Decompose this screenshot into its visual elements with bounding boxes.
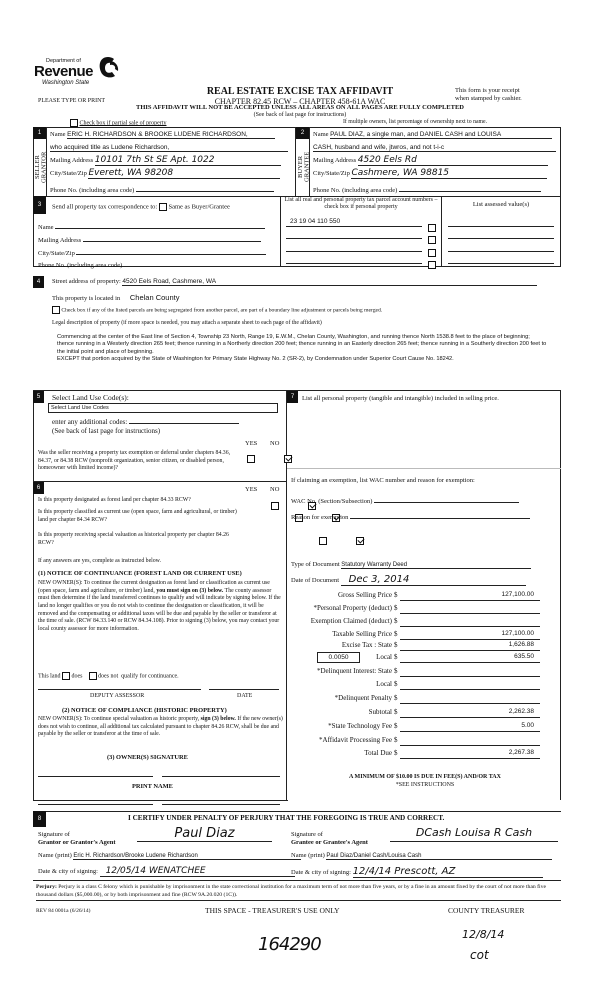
notice-1-title: (1) NOTICE OF CONTINUANCE (FOREST LAND OR CURRENT USE) [38,570,242,577]
perjury-notice: Perjury: Perjury is a class C felony which is punishable by imprisonment in the state correctional institution for a maximum term of not more than five years, or by a fine in an amount fixed by the court of not more than five thousand dollars ($5,000.00), or by both imprisonment and fine (RCW 9A.20.020 (1C)). [36,884,561,901]
grantor-sig-label: Signature of Grantor or Grantor's Agent [38,831,116,846]
receipt-note-1: This form is your receipt [455,87,520,94]
delinquent-interest-local-field[interactable] [400,680,540,690]
handwritten-treasurer-date: 12/8/14 [462,928,505,941]
taxable-selling-price-row: Taxable Selling Price $ 127,100.00 [290,630,550,641]
personal-property-deduct-field[interactable] [400,604,540,614]
delinquent-interest-state-row: *Delinquent Interest: State $ [290,667,550,678]
see-instructions-note: *SEE INSTRUCTIONS [395,782,455,788]
gross-selling-price-row: Gross Selling Price $ 127,100.00 [290,591,550,602]
section-6-number: 6 [33,482,44,494]
seller-city-field[interactable]: Everett, WA 98208 [88,168,280,179]
section-7-number: 7 [287,391,298,403]
street-address-field[interactable]: 4520 Eels Road, Cashmere, WA [122,278,537,286]
certify-statement: I CERTIFY UNDER PENALTY OF PERJURY THAT THE FOREGOING IS TRUE AND CORRECT. [128,814,445,822]
land-use-select[interactable]: Select Land Use Codes [48,403,278,413]
print-name-label: PRINT NAME [132,783,173,790]
receipt-note-2: when stamped by cashier. [455,95,522,102]
notice-1-text: NEW OWNER(S): To continue the current designation as forest land or classification as current use (open space, farm and agriculture, or timber) land, you must sign on (3) below. The county assessor must then determine if the land transferred continues to qualify and will indicate by signing below. If the land no longer qualifies or you do not wish to continue the designation or classification, it will be removed and the compensating or additional taxes will be due and payable by the seller or transferor at the time of sale. (RCW 84.33.140 or RCW 84.34.108). Prior to signing (3) below, you may contact your local county assessor for more information. [38,580,281,632]
print-name-line-1[interactable] [38,804,153,805]
segregated-row: Check box if any of the listed parcels are being segregated from another parcel, are part of a boundary line adjustment or parcels being merged. [52,306,382,314]
personal-property-label: List all personal property (tangible and intangible) included in selling price. [302,395,499,402]
dept-small: Department of [46,58,81,64]
county-field[interactable]: Chelan County [129,293,180,302]
seller-label: SELLER GRANTOR [34,151,48,183]
seller-name-field[interactable]: ERIC H. RICHARDSON & BROOKE LUDENE RICHARDSON, [67,131,275,139]
assessed-field-1[interactable] [448,218,554,227]
grantor-date-field[interactable]: 12/05/14 WENATCHEE [100,866,295,877]
dept-big: Revenue [34,63,94,80]
grantee-signature-field[interactable]: DCash Louisa R Cash [390,826,558,842]
affidavit-processing-fee-field[interactable] [400,736,540,746]
grantor-signature-field[interactable]: Paul Diaz [137,826,272,842]
personal-property-checkbox-4[interactable] [428,261,436,269]
seller-phone-field[interactable] [136,184,274,192]
does-checkbox[interactable] [62,672,70,680]
delinquent-interest-local-row: Local $ [290,680,550,691]
wac-row: WAC No. (Section/Subsection) [291,495,519,505]
rev-number: REV 84 0001a (6/26/14) [36,908,91,914]
s6-q1-yes-checkbox[interactable] [271,502,279,510]
additional-codes-row: enter any additional codes: [52,416,239,426]
section-5-number: 5 [33,391,44,403]
parcel-row-3 [284,243,439,253]
form-title: REAL ESTATE EXCISE TAX AFFIDAVIT [206,86,394,97]
date-label: DATE [237,693,253,699]
assessed-header: List assessed value(s) [472,201,530,208]
taxable-selling-price-field[interactable]: 127,100.00 [400,630,540,640]
excise-state-row: Excise Tax : State $ 1,626.88 [290,641,550,652]
assessed-field-3[interactable] [448,243,554,252]
reason-field[interactable] [350,511,530,519]
corr-city-row: City/State/Zip [38,247,273,257]
partial-sale-label: Check box if partial sale of property [79,120,167,127]
s5-q1-no-checkbox[interactable] [284,455,292,463]
s6-question-3: Is this property receiving special valuation as historical property per chapter 84.26 RCW? [38,532,229,546]
parcel-row-1 [284,218,439,228]
corr-phone-field[interactable] [124,259,252,267]
please-type: PLEASE TYPE OR PRINT [38,98,106,104]
seller-city-row: City/State/Zip Everett, WA 98208 [50,168,290,179]
section-4-number: 4 [33,276,44,288]
county-treasurer-label: COUNTY TREASURER [448,906,525,915]
wac-field[interactable] [374,495,519,503]
seller-name-field-2[interactable]: who acquired title as Ludene Richardson, [50,144,288,152]
send-correspondence-row: Send all property tax correspondence to: Same as Buyer/Grantee [52,203,230,211]
owner-signature-label: (3) OWNER(S) SIGNATURE [107,754,188,761]
affidavit-processing-fee-row: *Affidavit Processing Fee $ [290,736,550,747]
gross-selling-price-field[interactable]: 127,100.00 [400,591,540,601]
s6-q3-yes-checkbox[interactable] [319,537,327,545]
grantor-name-row: Name (print) Eric H. Richardson/Brooke Ludene Richardson [38,852,301,860]
deputy-assessor-label: DEPUTY ASSESSOR [90,693,145,699]
corr-mailing-row: Mailing Address [38,234,273,244]
s6-yes-header: YES [245,486,258,493]
grantee-name-field[interactable]: Paul Diaz/Daniel Cash/Louisa Cash [326,853,552,860]
legal-description[interactable]: Commencing at the center of the East line of Section 4, Township 23 North, Range 19, E.W.M., Chelan County, Washington, and running thence North 1538.8 feet to the place of beginning; thence running in a Westerly direction 265 feet; thence running in a Northerly direction 200 feet; thence running in an Easterly direction 265 feet; thence running in a Southerly direction 200 feet to the initial point and place of beginning. EXCEPT that portion acquired by the State of Washington for Primary State Highway No. 2 (SR-2), by Condemnation under Superior Court Cause No. 18242. [57,334,547,362]
subtotal-row: Subtotal $ 2,262.38 [290,708,550,719]
state-technology-fee-field[interactable]: 5.00 [400,722,540,732]
owner-signature-line-2[interactable] [162,776,280,777]
land-use-label: Select Land Use Code(s): [52,393,129,402]
s5-yes-header: YES [245,440,258,447]
deputy-assessor-line[interactable] [38,689,201,690]
grantor-name-field[interactable]: Eric H. Richardson/Brooke Ludene Richardson [73,853,301,860]
dept-state: Washington State [42,80,90,86]
corr-phone-row: Phone No. (including area code) [38,259,273,269]
doc-type-field[interactable]: Statutory Warranty Deed [341,562,531,569]
corr-mailing-field[interactable] [83,234,261,242]
buyer-mailing-row: Mailing Address 4520 Eels Rd [313,155,558,166]
seller-phone-row: Phone No. (including area code) [50,184,290,194]
this-land-row: This land does does not qualify for continuance. [38,673,179,680]
minimum-due-note: A MINIMUM OF $10.00 IS DUE IN FEE(S) AND/OR TAX [349,774,501,780]
parcel-field-1[interactable]: 23 19 04 110 550 [286,218,422,227]
grantor-date-row: Date & city of signing: 12/05/14 WENATCHEE [38,866,295,877]
multiple-owners-note: If multiple owners, list percentage of ownership next to name. [343,119,488,125]
seller-mailing-field[interactable]: 10101 7th St SE Apt. 1022 [95,155,281,166]
handwritten-treasurer-initials: cot [470,948,489,962]
form-subtitle: CHAPTER 82.45 RCW – CHAPTER 458-61A WAC [214,97,386,106]
reason-row: Reason for exemption [291,511,530,521]
additional-codes-field[interactable] [129,416,239,424]
corr-name-field[interactable] [55,221,265,229]
local-rate-field[interactable]: 0.0050 [317,652,360,663]
buyer-name-field[interactable]: PAUL DIAZ, a single man, and DANIEL CASH and LOUISA [330,131,552,139]
grantee-date-field[interactable]: 12/4/14 Prescott, AZ [353,866,543,878]
see-back-note: (See back of last page for instructions) [253,112,347,118]
section-2-number: 2 [296,127,309,139]
excise-local-field[interactable]: 635.50 [400,653,540,663]
s5-q1-yes-checkbox[interactable] [247,455,255,463]
state-technology-fee-row: *State Technology Fee $ 5.00 [290,722,550,733]
exemption-claimed-row: Exemption Claimed (deduct) $ [290,617,550,628]
total-due-row: Total Due $ 2,267.38 [290,749,550,760]
partial-sale-row [70,119,166,127]
notice-2-text: NEW OWNER(S): To continue special valuation as historic property, sign (3) below. If the new owner(s) does not wish to continue, all additional tax calculated pursuant to chapter 84.26 RCW, shall be due and payable by the seller or transferor at the time of sale. [38,716,283,738]
exemption-claimed-field[interactable] [400,617,540,627]
grantee-sig-label: Signature of Grantee or Grantee's Agent [291,831,368,846]
buyer-name-row: Name PAUL DIAZ, a single man, and DANIEL CASH and LOUISA [313,131,558,139]
parcel-field-3[interactable] [286,243,422,252]
s6-question-2: Is this property classified as current use (open space, farm and agricultural, or timber) land per chapter 84.34 RCW? [38,509,237,523]
corr-city-field[interactable] [76,247,266,255]
seller-mailing-row: Mailing Address 10101 7th St SE Apt. 1022 [50,155,290,166]
buyer-label: BUYER GRANTEE [297,151,311,183]
exemption-label: If claiming an exemption, list WAC number and reason for exemption: [291,477,475,484]
same-as-buyer-checkbox[interactable] [159,203,167,211]
assessed-field-4[interactable] [448,255,554,264]
does-not-checkbox[interactable] [89,672,97,680]
buyer-name-field-2[interactable]: CASH, husband and wife, jtwros, and not t-i-c [313,144,556,152]
owner-signature-line-1[interactable] [38,776,153,777]
section-1-number: 1 [33,127,46,139]
grantee-date-row: Date & city of signing: 12/4/14 Prescott, AZ [291,866,543,878]
partial-sale-checkbox[interactable] [70,119,78,127]
buyer-phone-row: Phone No. (including area code) [313,184,558,194]
seller-name-row: Name ERIC H. RICHARDSON & BROOKE LUDENE RICHARDSON, [50,131,290,139]
doc-date-field[interactable]: Dec 3, 2014 [341,574,526,586]
s6-question-1: Is this property designated as forest land per chapter 84.33 RCW? [38,497,191,503]
dor-logo-icon [96,55,120,81]
parcel-row-2 [284,230,439,240]
subtotal-field[interactable]: 2,262.38 [400,708,540,718]
handwritten-receipt-number: 164290 [258,934,321,955]
if-yes-note: If any answers are yes, complete as instructed below. [38,558,161,564]
s6-no-header: NO [270,486,280,493]
legal-label: Legal description of property (if more space is needed, you may attach a separate sheet to each page of the affidavit) [52,320,322,326]
buyer-city-field[interactable]: Cashmere, WA 98815 [351,168,547,179]
parcel-header: List all real and personal property tax parcel account numbers – check box if personal property [284,197,438,211]
buyer-city-row: City/State/Zip Cashmere, WA 98815 [313,168,558,179]
delinquent-penalty-row: *Delinquent Penalty $ [290,694,550,705]
grantee-name-row: Name (print) Paul Diaz/Daniel Cash/Louisa Cash [291,852,552,860]
delinquent-interest-state-field[interactable] [400,667,540,677]
corr-name-row: Name [38,221,273,231]
segregated-checkbox[interactable] [52,306,60,314]
excise-local-row: 0.0050 Local $ 635.50 [290,653,550,664]
located-row: This property is located in Chelan County [52,293,180,302]
section-8-number: 8 [33,811,46,827]
parcel-row-4 [284,255,439,265]
buyer-phone-field[interactable] [399,184,541,192]
print-name-line-2[interactable] [162,804,280,805]
parcel-field-2[interactable] [286,230,422,239]
treasurer-use-label: THIS SPACE - TREASURER'S USE ONLY [205,906,340,915]
personal-property-deduct-row: *Personal Property (deduct) $ [290,604,550,615]
notice-2-title: (2) NOTICE OF COMPLIANCE (HISTORIC PROPERTY) [62,707,227,714]
street-address-row: Street address of property: 4520 Eels Road, Cashmere, WA [52,278,562,286]
buyer-mailing-field[interactable]: 4520 Eels Rd [358,155,548,166]
warning-banner: THIS AFFIDAVIT WILL NOT BE ACCEPTED UNLESS ALL AREAS ON ALL PAGES ARE FULLY COMPLETED [136,104,464,111]
s5-question-1: Was the seller receiving a property tax exemption or deferral under chapters 84.36, 84.37, or 84.38 RCW (nonprofit organization, senior citizen, or disabled person, homeowner with limited income)? [38,450,231,472]
section-3-number: 3 [33,196,46,214]
section-5-see-back: (See back of last page for instructions) [52,427,161,435]
parcel-field-4[interactable] [286,255,422,264]
total-due-field[interactable]: 2,267.38 [400,749,540,759]
excise-state-field[interactable]: 1,626.88 [400,641,540,651]
dor-logo [34,55,124,95]
s5-no-header: NO [270,440,280,447]
s6-q3-no-checkbox[interactable] [356,537,364,545]
assessor-date-line[interactable] [209,689,279,690]
assessed-field-2[interactable] [448,230,554,239]
doc-type-row: Type of Document Statutory Warranty Deed [291,561,531,569]
doc-date-row: Date of Document Dec 3, 2014 [291,574,526,586]
delinquent-penalty-field[interactable] [400,694,540,704]
